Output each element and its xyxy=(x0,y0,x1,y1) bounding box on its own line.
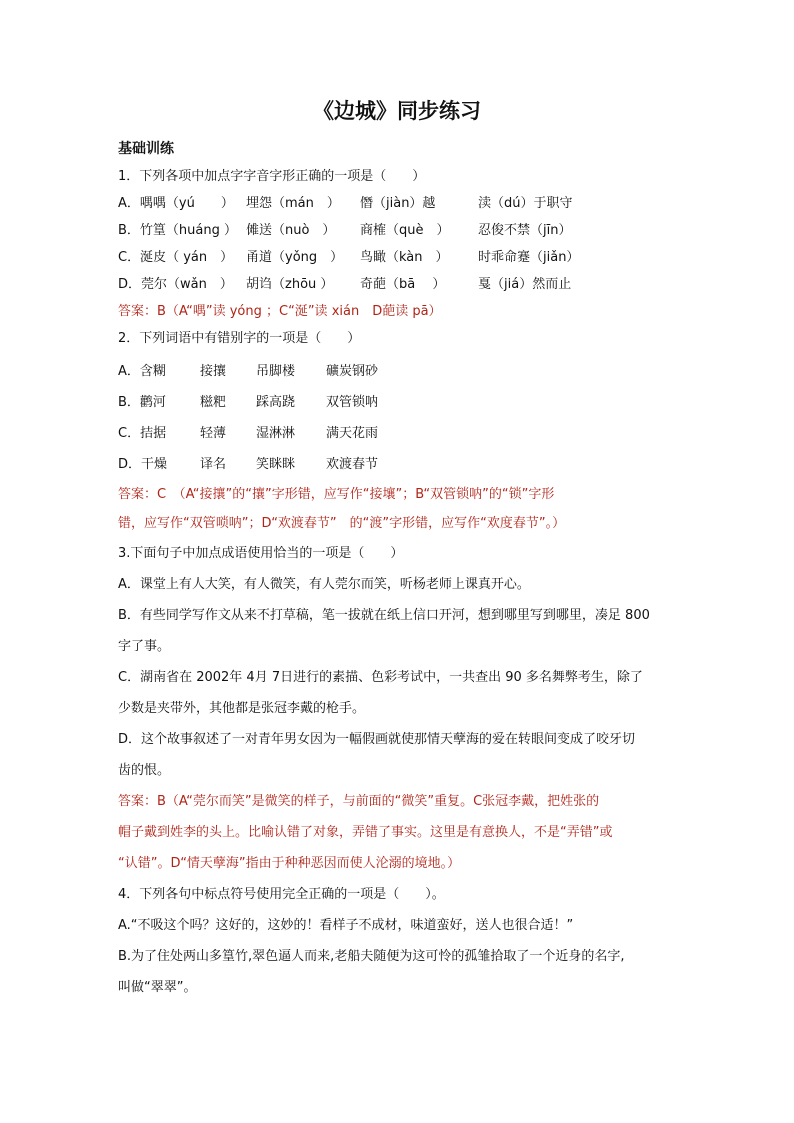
option-cell: D．莞尔（wǎn ） xyxy=(118,277,233,292)
question-stem: 1．下列各项中加点字字音字形正确的一项是（ ） xyxy=(118,169,426,184)
answer-text: 答案：B（A“莞尔而笑”是微笑的样子，与前面的“微笑”重复。C张冠李戴，把姓张的 xyxy=(118,794,600,809)
option-row-c xyxy=(118,418,684,449)
option-cell: 商榷（què ） xyxy=(360,223,450,238)
option-b: B.为了住处两山多篁竹,翠色逼人而来,老船夫随便为这可怜的孤雏拾取了一个近身的名字, xyxy=(118,949,625,964)
answer-text: “认错”。D“情天孽海”指由于种种恶因而使人沦溺的境地。） xyxy=(118,856,461,871)
option-a: A.“不吸这个吗？这好的，这妙的！看样子不成材，味道蛮好，送人也很合适！” xyxy=(118,918,574,933)
option-cell: 糍粑 xyxy=(200,395,227,410)
option-cell: 接攘 xyxy=(200,364,227,379)
option-row-b xyxy=(118,387,684,418)
option-cell: A．喁喁（yú ） xyxy=(118,196,234,211)
option-cell: 戛（jiá）然而止 xyxy=(478,277,572,292)
option-row-a xyxy=(118,190,684,217)
option-cell: 傩送（nuò ） xyxy=(246,223,336,238)
option-cell: 时乖命蹇（jiǎn） xyxy=(478,250,580,265)
option-row-b xyxy=(118,217,684,244)
option-row-d xyxy=(118,271,684,298)
option-row-c xyxy=(118,244,684,271)
option-cell: 踩高跷 xyxy=(256,395,296,410)
option-cell: 甬道（yǒng ） xyxy=(246,250,344,265)
option-cell: A．含糊 xyxy=(118,364,166,379)
option-cell: 吊脚楼 xyxy=(256,364,296,379)
option-c-cont: 少数是夹带外，其他都是张冠李戴的枪手。 xyxy=(118,701,366,716)
option-cell: 双管锁呐 xyxy=(326,395,379,410)
question-stem: 3.下面句子中加点成语使用恰当的一项是（ ） xyxy=(118,546,404,561)
option-cell: 礦炭钢砂 xyxy=(326,364,379,379)
option-a: A．课堂上有人大笑，有人微笑，有人莞尔而笑，听杨老师上课真开心。 xyxy=(118,577,530,592)
question-stem: 4．下列各句中标点符号使用完全正确的一项是（ ）。 xyxy=(118,887,445,902)
option-cell: C．拮据 xyxy=(118,426,167,441)
option-cell: D．干燥 xyxy=(118,457,168,472)
question-4 xyxy=(118,879,684,1003)
option-d: D．这个故事叙述了一对青年男女因为一幅假画就使那情天孽海的爱在转眼间变成了咬牙切 xyxy=(118,732,636,747)
option-cell: 僭（jiàn）越 xyxy=(360,196,436,211)
answer-text: 答案：C （A“接攘”的“攘”字形错，应写作“接壤”；B“双管锁呐”的“锁”字形 xyxy=(118,487,555,502)
option-d-cont: 齿的恨。 xyxy=(118,763,171,778)
option-b-cont: 叫做“翠翠”。 xyxy=(118,980,197,995)
option-cell: B．鹳河 xyxy=(118,395,166,410)
page-title: 《边城》同步练习 xyxy=(313,98,481,123)
option-cell: 译名 xyxy=(200,457,227,472)
option-cell: C．涎皮（ yán ） xyxy=(118,250,234,265)
option-cell: 埋怨（mán ） xyxy=(246,196,340,211)
option-cell: 渎（dú）于职守 xyxy=(478,196,573,211)
option-cell: 轻薄 xyxy=(200,426,227,441)
option-cell: 鸟瞰（kàn ） xyxy=(360,250,449,265)
option-cell: 满天花雨 xyxy=(326,426,379,441)
answer-text: 错，应写作“双管唢呐”；D“欢渡春节” 的“渡”字形错，应写作“欢度春节”。） xyxy=(118,516,566,531)
option-cell: 笑眯眯 xyxy=(256,457,296,472)
option-b: B．有些同学写作文从来不打草稿，笔一拔就在纸上信口开河，想到哪里写到哪里，凑足 800 xyxy=(118,608,650,623)
question-1 xyxy=(118,163,684,325)
question-3 xyxy=(118,538,684,879)
question-stem: 2．下列词语中有错别字的一项是（ ） xyxy=(118,331,361,346)
option-cell: 湿淋淋 xyxy=(256,426,296,441)
question-2 xyxy=(118,325,684,538)
option-cell: B．竹篁（huáng ） xyxy=(118,223,237,238)
option-c: C．湖南省在 2002年 4月 7日进行的素描、色彩考试中，一共查出 90 多名舞弊考生，除了 xyxy=(118,670,643,685)
option-cell: 胡诌（zhōu ） xyxy=(246,277,334,292)
document-body xyxy=(118,136,684,1003)
option-cell: 忍俊不禁（jīn） xyxy=(478,223,572,238)
option-row-d xyxy=(118,449,684,480)
option-cell: 奇葩（bā ） xyxy=(360,277,446,292)
option-b-cont: 字了事。 xyxy=(118,639,171,654)
answer-text: 答案：B（A“喁”读 yóng ；C“涎”读 xián D葩读 pā） xyxy=(118,304,442,319)
option-row-a xyxy=(118,356,684,387)
answer-text: 帽子戴到姓李的头上。比喻认错了对象，弄错了事实。这里是有意换人，不是“弄错”或 xyxy=(118,825,613,840)
option-cell: 欢渡春节 xyxy=(326,457,379,472)
section-heading: 基础训练 xyxy=(118,141,174,157)
